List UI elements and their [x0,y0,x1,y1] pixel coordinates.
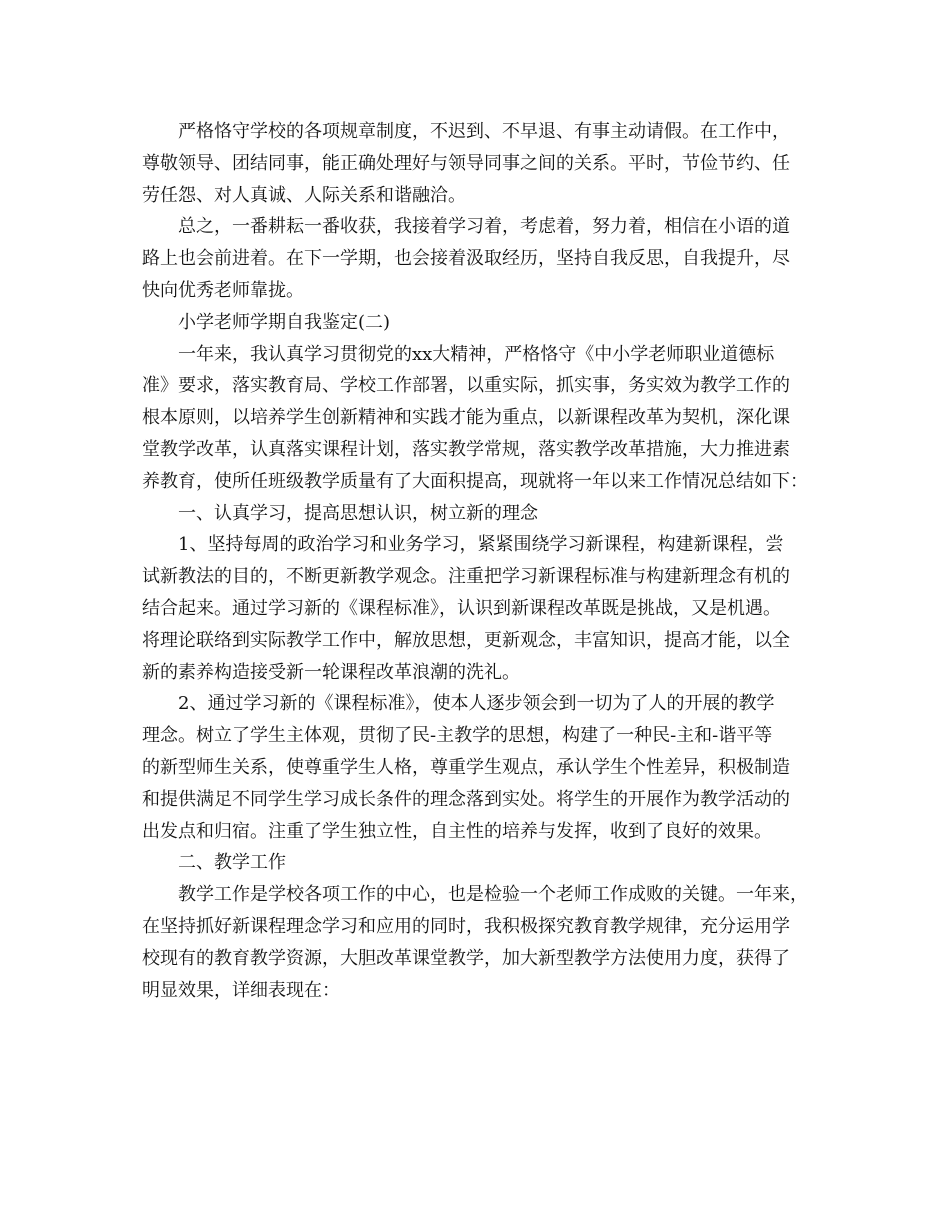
text-line: 养教育，使所任班级教学质量有了大面积提高，现就将一年以来工作情况总结如下： [142,470,808,492]
text-line: 明显效果，详细表现在： [142,979,340,1001]
text-line: 劳任怨、对人真诚、人际关系和谐融洽。 [142,184,466,206]
text-line: 2、通过学习新的《课程标准》，使本人逐步领会到一切为了人的开展的教学 [178,693,775,715]
text-line: 将理论联络到实际教学工作中，解放思想，更新观念，丰富知识，提高才能，以全 [142,629,790,651]
text-line: 一年来，我认真学习贯彻党的xx大精神，严格恪守《中小学老师职业道德标 [178,343,775,365]
text-line: 堂教学改革，认真落实课程计划，落实教学常规，落实教学改革措施，大力推进素 [142,438,790,460]
text-line: 结合起来。通过学习新的《课程标准》，认识到新课程改革既是挑战，又是机遇。 [142,597,781,619]
text-line: 的新型师生关系，使尊重学生人格，尊重学生观点，承认学生个性差异，积极制造 [142,756,790,778]
text-line: 1、坚持每周的政治学习和业务学习，紧紧围绕学习新课程，构建新课程，尝 [178,534,784,556]
text-line: 准》要求，落实教育局、学校工作部署，以重实际，抓实事，务实效为教学工作的 [142,375,790,397]
text-line: 路上也会前进着。在下一学期，也会接着汲取经历，坚持自我反思，自我提升，尽 [142,248,790,270]
text-line: 一、认真学习，提高思想认识，树立新的理念 [178,502,538,524]
text-line: 试新教法的目的，不断更新教学观念。注重把学习新课程标准与构建新理念有机的 [142,566,790,588]
text-line: 校现有的教育教学资源，大胆改革课堂教学，加大新型教学方法使用力度，获得了 [142,947,790,969]
text-line: 快向优秀老师靠拢。 [142,279,304,301]
text-line: 理念。树立了学生主体观，贯彻了民-主教学的思想，构建了一种民-主和-谐平等 [142,725,773,747]
text-line: 教学工作是学校各项工作的中心，也是检验一个老师工作成败的关键。一年来， [178,884,808,906]
document-body [142,116,812,1006]
text-line: 新的素养构造接受新一轮课程改革浪潮的洗礼。 [142,661,520,683]
text-line: 二、教学工作 [178,852,286,874]
text-line: 小学老师学期自我鉴定(二) [178,311,391,333]
text-line: 严格恪守学校的各项规章制度，不迟到、不早退、有事主动请假。在工作中， [178,121,790,142]
text-line: 总之，一番耕耘一番收获，我接着学习着，考虑着，努力着，相信在小语的道 [178,216,790,238]
text-line: 在坚持抓好新课程理念学习和应用的同时，我积极探究教育教学规律，充分运用学 [142,915,790,937]
text-line: 根本原则，以培养学生创新精神和实践才能为重点，以新课程改革为契机，深化课 [142,407,790,429]
text-line: 和提供满足不同学生学习成长条件的理念落到实处。将学生的开展作为教学活动的 [142,788,790,810]
text-line: 出发点和归宿。注重了学生独立性，自主性的培养与发挥，收到了良好的效果。 [142,820,772,842]
text-line: 尊敬领导、团结同事，能正确处理好与领导同事之间的关系。平时，节俭节约、任 [142,152,790,174]
